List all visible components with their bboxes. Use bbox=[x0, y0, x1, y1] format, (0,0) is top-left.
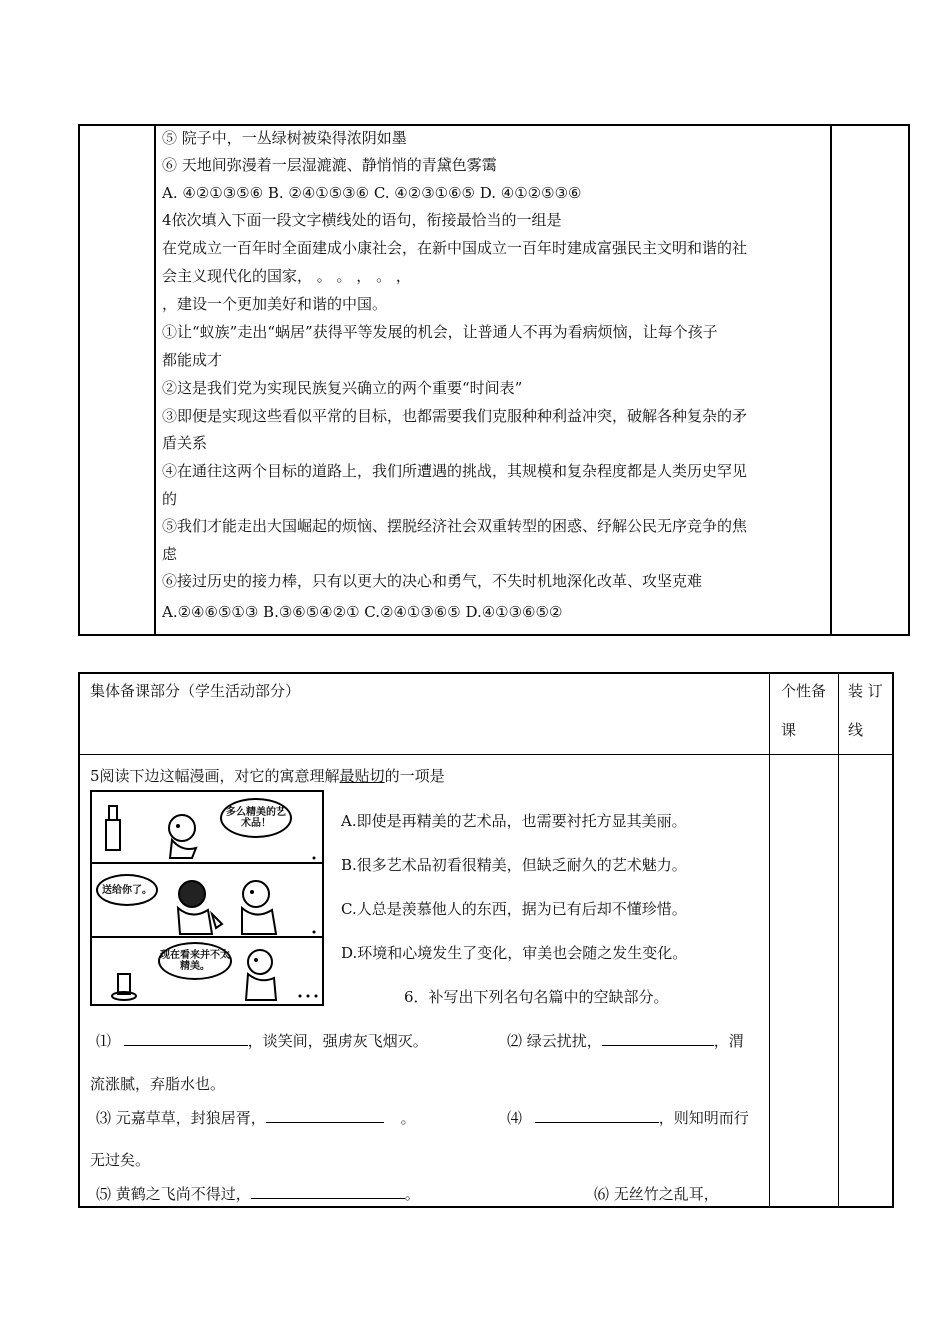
q6-title: 6．补写出下列名句名篇中的空缺部分。 bbox=[404, 988, 669, 1006]
header-personal-prep-b: 课 bbox=[781, 721, 797, 739]
q5-option-a: A.即使是再精美的艺术品，也需要衬托方显其美丽。 bbox=[341, 812, 687, 830]
upper-line: 会主义现代化的国家， 。 。 ， 。 ， bbox=[162, 267, 411, 285]
q6-2-tail: ，渭 bbox=[713, 1032, 744, 1050]
upper-line: ③即便是实现这些看似平常的目标，也都需要我们克服种种利益冲突，破解各种复杂的矛 bbox=[162, 407, 748, 425]
q6-item-6: ⑹ 无丝竹之乱耳， bbox=[594, 1185, 719, 1203]
q6-3-blank[interactable] bbox=[266, 1108, 384, 1123]
q5-underlined: 最贴切 bbox=[339, 767, 385, 785]
upper-line: A. ④②①③⑤⑥ B. ②④①⑤③⑥ C. ④②③①⑥⑤ D. ④①②⑤③⑥ bbox=[162, 184, 582, 202]
upper-line: ⑤我们才能走出大国崛起的烦恼、摆脱经济社会双重转型的困惑、纾解公民无序竞争的焦 bbox=[162, 517, 748, 535]
upper-line: 4依次填入下面一段文字横线处的语句，衔接最恰当的一组是 bbox=[162, 211, 562, 229]
cartoon-panel-3 bbox=[92, 938, 322, 1004]
header-binding-line-a: 装 订 bbox=[848, 682, 883, 700]
q6-item-3 bbox=[96, 1108, 416, 1128]
upper-line: 盾关系 bbox=[162, 434, 208, 452]
q6-4-text: ，则知明而行 bbox=[658, 1109, 749, 1127]
lower-header-divider bbox=[80, 754, 892, 755]
q6-item-2 bbox=[507, 1031, 744, 1051]
q6-1-text: ，谈笑间，强虏灰飞烟灭。 bbox=[247, 1032, 428, 1050]
q6-item-2-cont: 流涨腻，弃脂水也。 bbox=[90, 1075, 226, 1093]
header-binding-line-b: 线 bbox=[848, 721, 864, 739]
upper-line: 虑 bbox=[162, 545, 178, 563]
q6-4-num: ⑷ bbox=[507, 1109, 523, 1127]
q5-prompt bbox=[90, 766, 445, 786]
q6-3-text: ⑶ 元嘉草草，封狼居胥， bbox=[96, 1109, 266, 1127]
lower-col-divider-1 bbox=[769, 674, 770, 1206]
upper-line: ⑥接过历史的接力棒，只有以更大的决心和勇气，不失时机地深化改革、攻坚克难 bbox=[162, 572, 703, 590]
upper-line: ①让“蚁族”走出“蜗居”获得平等发展的机会，让普通人不再为看病烦恼，让每个孩子 bbox=[162, 323, 718, 341]
q6-5-text: ⑸ 黄鹤之飞尚不得过， bbox=[96, 1185, 251, 1203]
q6-item-4 bbox=[507, 1108, 749, 1128]
q5-prefix: 5阅读下边这幅漫画，对它的寓意理解 bbox=[90, 767, 340, 785]
upper-line: ②这是我们党为实现民族复兴确立的两个重要“时间表” bbox=[162, 379, 523, 397]
upper-right-divider bbox=[830, 126, 832, 634]
q6-1-blank[interactable] bbox=[124, 1031, 248, 1046]
cartoon-bubble-2: 送给你了。 bbox=[96, 874, 158, 906]
header-personal-prep-a: 个性备 bbox=[781, 682, 827, 700]
upper-line: ④在通往这两个目标的道路上，我们所遭遇的挑战，其规模和复杂程度都是人类历史罕见 bbox=[162, 462, 748, 480]
upper-line: ⑤ 院子中，一丛绿树被染得浓阴如墨 bbox=[162, 129, 407, 147]
q6-4-blank[interactable] bbox=[535, 1108, 659, 1123]
cartoon-image bbox=[90, 790, 324, 1006]
q6-2-blank[interactable] bbox=[602, 1031, 714, 1046]
q5-option-d: D.环境和心境发生了变化，审美也会随之发生变化。 bbox=[341, 944, 688, 962]
lower-header-title: 集体备课部分（学生活动部分） bbox=[90, 682, 301, 700]
q6-5-blank[interactable] bbox=[251, 1184, 405, 1199]
upper-line: ⑥ 天地间弥漫着一层湿漉漉、静悄悄的青黛色雾霭 bbox=[162, 156, 497, 174]
q6-item-1 bbox=[96, 1031, 428, 1051]
upper-line: 在党成立一百年时全面建成小康社会，在新中国成立一百年时建成富强民主文明和谐的社 bbox=[162, 239, 748, 257]
q5-option-c: C.人总是羡慕他人的东西，据为已有后却不懂珍惜。 bbox=[341, 900, 687, 918]
q5-suffix: 的一项是 bbox=[384, 767, 445, 785]
upper-line: 都能成才 bbox=[162, 351, 223, 369]
q6-1-num: ⑴ bbox=[96, 1032, 112, 1050]
cartoon-bubble-3: 现在看来并不太精美。 bbox=[158, 942, 232, 980]
cartoon-panel-2 bbox=[92, 864, 322, 938]
upper-line: 的 bbox=[162, 490, 178, 508]
cartoon-bubble-1: 多么精美的艺术品！ bbox=[220, 798, 292, 838]
lower-col-divider-2 bbox=[838, 674, 839, 1206]
upper-line: ，建设一个更加美好和谐的中国。 bbox=[162, 295, 388, 313]
cartoon-panel-1 bbox=[92, 792, 322, 864]
q6-2-text: ⑵ 绿云扰扰， bbox=[507, 1032, 602, 1050]
q6-5-tail: 。 bbox=[404, 1185, 420, 1203]
q6-item-5 bbox=[96, 1184, 420, 1204]
q6-item-4-cont: 无过矣。 bbox=[90, 1151, 151, 1169]
q5-option-b: B.很多艺术品初看很精美，但缺乏耐久的艺术魅力。 bbox=[341, 856, 687, 874]
upper-line: A.②④⑥⑤①③ B.③⑥⑤④②① C.②④①③⑥⑤ D.④①③⑥⑤② bbox=[162, 603, 563, 621]
q6-3-tail: 。 bbox=[400, 1109, 416, 1127]
upper-left-divider bbox=[154, 126, 156, 634]
